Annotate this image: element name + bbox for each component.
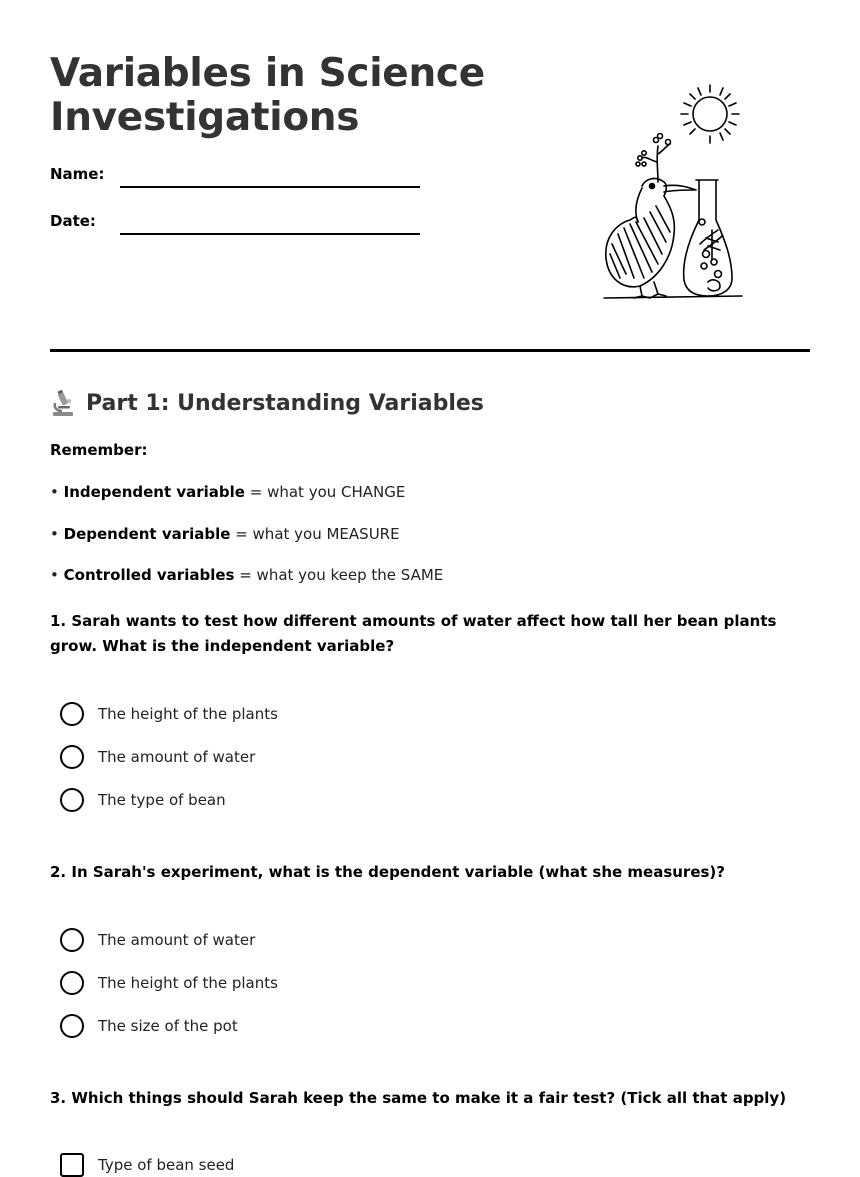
radio-button[interactable] bbox=[60, 745, 84, 769]
sprout-icon bbox=[636, 134, 671, 183]
radio-button[interactable] bbox=[60, 971, 84, 995]
sun-icon bbox=[681, 85, 739, 143]
title-line-2: Investigations bbox=[50, 95, 360, 140]
name-label: Name: bbox=[50, 165, 105, 183]
radio-button[interactable] bbox=[60, 928, 84, 952]
flask-icon bbox=[684, 180, 732, 296]
option-label: The amount of water bbox=[98, 748, 256, 766]
q2-option-2[interactable] bbox=[60, 971, 278, 995]
definition-meaning: = what you MEASURE bbox=[230, 525, 400, 543]
title-line-1: Variables in Science bbox=[50, 51, 485, 96]
option-label: The amount of water bbox=[98, 931, 256, 949]
definition-term: Dependent variable bbox=[63, 525, 231, 543]
option-label: The type of bean bbox=[98, 791, 226, 809]
definition-term: Independent variable bbox=[63, 483, 245, 501]
question-3: 3. Which things should Sarah keep the same to make it a fair test? (Tick all that apply) bbox=[50, 1089, 787, 1107]
radio-button[interactable] bbox=[60, 702, 84, 726]
checkbox[interactable] bbox=[60, 1153, 84, 1177]
radio-button[interactable] bbox=[60, 1014, 84, 1038]
question-2: 2. In Sarah's experiment, what is the dependent variable (what she measures)? bbox=[50, 863, 725, 881]
worksheet-title bbox=[50, 52, 485, 140]
option-label: The size of the pot bbox=[98, 1017, 238, 1035]
question-1: 1. Sarah wants to test how different amounts of water affect how tall her bean plants grow. What is the independent variable? bbox=[50, 612, 777, 655]
q1-option-3[interactable] bbox=[60, 788, 226, 812]
definition-dependent: • Dependent variable = what you MEASURE bbox=[50, 525, 400, 543]
part1-heading-text: Part 1: Understanding Variables bbox=[86, 390, 484, 416]
date-label: Date: bbox=[50, 212, 96, 230]
definition-meaning: = what you keep the SAME bbox=[234, 566, 444, 584]
date-field[interactable] bbox=[120, 233, 420, 235]
q1-option-1[interactable] bbox=[60, 702, 278, 726]
microscope-icon bbox=[50, 389, 76, 417]
q1-option-2[interactable] bbox=[60, 745, 255, 769]
remember-label: Remember: bbox=[50, 441, 148, 459]
option-label: Type of bean seed bbox=[98, 1156, 235, 1174]
definition-controlled: • Controlled variables = what you keep the SAME bbox=[50, 566, 444, 584]
q2-option-3[interactable] bbox=[60, 1014, 238, 1038]
definition-meaning: = what you CHANGE bbox=[244, 483, 406, 501]
q2-option-1[interactable] bbox=[60, 928, 255, 952]
radio-button[interactable] bbox=[60, 788, 84, 812]
part1-heading bbox=[50, 389, 484, 417]
option-label: The height of the plants bbox=[98, 705, 278, 723]
option-label: The height of the plants bbox=[98, 974, 278, 992]
definition-term: Controlled variables bbox=[63, 566, 235, 584]
kiwi-bird-icon bbox=[604, 179, 742, 298]
header-divider bbox=[50, 349, 810, 352]
definition-independent: • Independent variable = what you CHANGE bbox=[50, 483, 406, 501]
name-field[interactable] bbox=[120, 186, 420, 188]
kiwi-flask-illustration bbox=[600, 82, 750, 304]
q3-option-1[interactable] bbox=[60, 1153, 234, 1177]
